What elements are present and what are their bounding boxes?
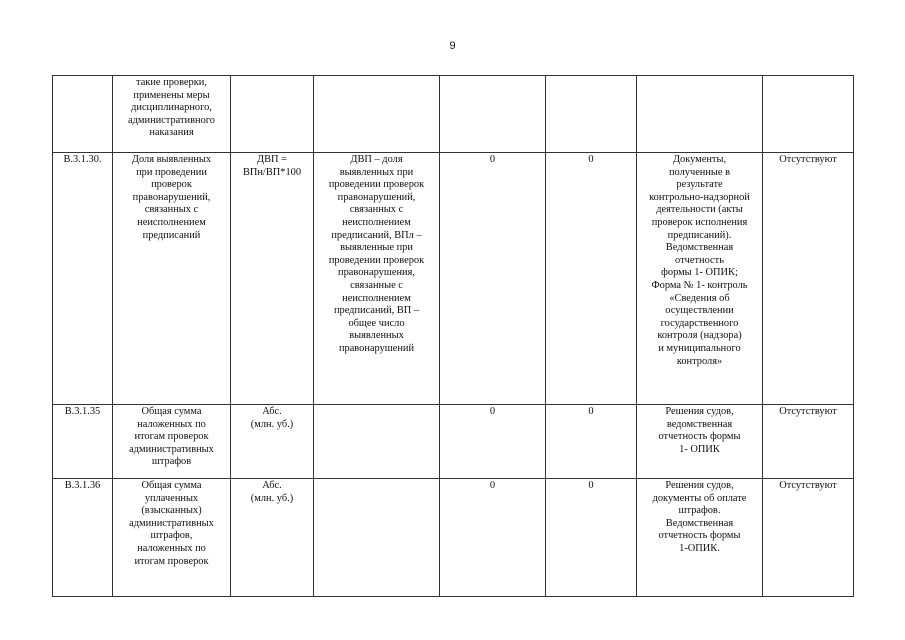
table-row	[53, 405, 854, 479]
indicator-formula	[314, 76, 440, 153]
table-row	[53, 479, 854, 597]
indicator-baseline	[440, 76, 546, 153]
indicator-name: Общая сумма наложенных по итогам проверок административных штрафов	[113, 405, 231, 479]
indicator-source: Документы, полученные в результате контрольно-надзорной деятельности (акты проверок исполнения предписаний). Ведомственная отчетность формы 1- ОПИК; Форма № 1- контроль «Сведения об осуществлении государственного контроля (надзора) и муниципального контроля»	[637, 153, 763, 405]
indicator-unit	[231, 76, 314, 153]
indicator-note	[763, 76, 854, 153]
indicator-target: 0	[546, 153, 637, 405]
indicator-unit: Абс. (млн. уб.)	[231, 405, 314, 479]
indicator-formula: ДВП – доля выявленных при проведении проверок правонарушений, связанных с неисполнением предписаний, ВПл – выявленные при проведении проверок правонарушения, связанные с неисполнением предписаний, ВП – общее число выявленных правонарушений	[314, 153, 440, 405]
indicator-target	[546, 76, 637, 153]
indicator-name: Доля выявленных при проведении проверок правонарушений, связанных с неисполнением предписаний	[113, 153, 231, 405]
table-row	[53, 76, 854, 153]
indicator-target: 0	[546, 479, 637, 597]
indicator-baseline: 0	[440, 153, 546, 405]
indicator-note: Отсутствуют	[763, 479, 854, 597]
indicator-unit: Абс. (млн. уб.)	[231, 479, 314, 597]
indicator-source: Решения судов, ведомственная отчетность формы 1- ОПИК	[637, 405, 763, 479]
indicator-formula	[314, 479, 440, 597]
indicator-formula	[314, 405, 440, 479]
indicator-source	[637, 76, 763, 153]
indicator-note: Отсутствуют	[763, 153, 854, 405]
table-row	[53, 153, 854, 405]
indicator-note: Отсутствуют	[763, 405, 854, 479]
indicator-name: такие проверки, применены меры дисциплинарного, административного наказания	[113, 76, 231, 153]
indicator-source: Решения судов, документы об оплате штрафов. Ведомственная отчетность формы 1-ОПИК.	[637, 479, 763, 597]
indicator-code: В.3.1.30.	[53, 153, 113, 405]
indicator-baseline: 0	[440, 405, 546, 479]
indicator-code: В.3.1.36	[53, 479, 113, 597]
indicator-baseline: 0	[440, 479, 546, 597]
indicator-code	[53, 76, 113, 153]
page-number: 9	[449, 40, 456, 52]
indicator-code: В.3.1.35	[53, 405, 113, 479]
indicator-name: Общая сумма уплаченных (взысканных) административных штрафов, наложенных по итогам проверок	[113, 479, 231, 597]
indicator-unit: ДВП = ВПн/ВП*100	[231, 153, 314, 405]
indicators-table	[52, 75, 854, 597]
indicator-target: 0	[546, 405, 637, 479]
